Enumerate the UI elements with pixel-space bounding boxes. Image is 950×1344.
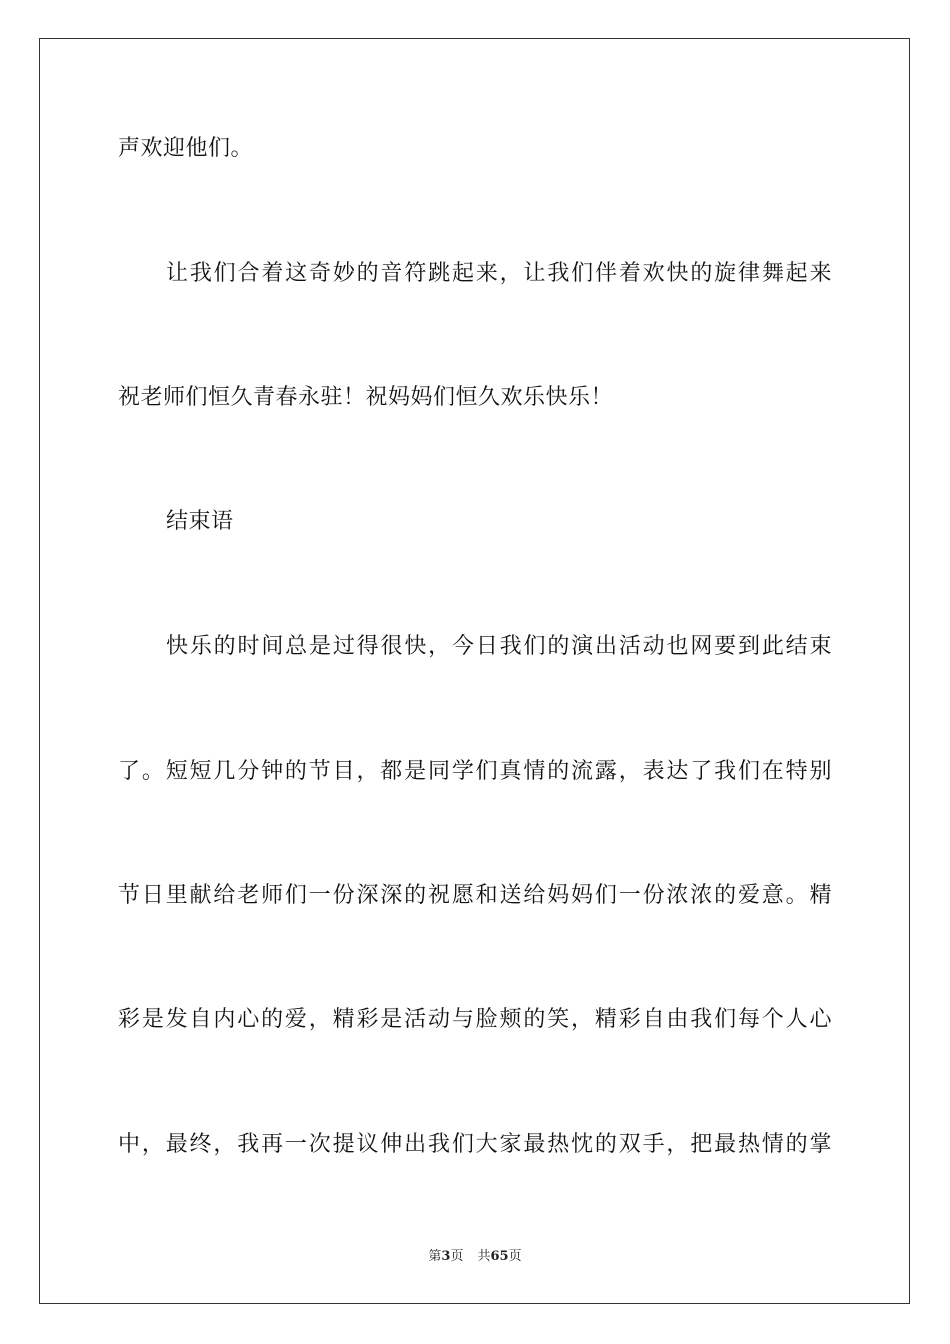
page-border xyxy=(39,38,910,1304)
body-line-7: 节日里献给老师们一份深深的祝愿和送给妈妈们一份浓浓的爱意。精 xyxy=(118,883,832,908)
section-heading: 结束语 xyxy=(166,509,234,534)
page-suffix: 页 xyxy=(450,1249,464,1264)
body-line-3: 祝老师们恒久青春永驻！祝妈妈们恒久欢乐快乐！ xyxy=(118,385,614,410)
body-line-9: 中，最终，我再一次提议伸出我们大家最热忱的双手，把最热情的掌 xyxy=(118,1132,832,1157)
body-line-6: 了。短短几分钟的节目，都是同学们真情的流露，表达了我们在特别 xyxy=(118,759,832,784)
page-prefix: 第 xyxy=(428,1249,442,1264)
total-suffix: 页 xyxy=(508,1249,522,1264)
total-prefix: 共 xyxy=(477,1249,491,1264)
total-pages: 65 xyxy=(490,1249,509,1264)
page-number: 3 xyxy=(441,1249,451,1264)
page-footer xyxy=(0,1248,950,1266)
body-line-8: 彩是发自内心的爱，精彩是活动与脸颊的笑，精彩自由我们每个人心 xyxy=(118,1007,832,1032)
body-line-1: 声欢迎他们。 xyxy=(118,136,254,161)
body-line-2: 让我们合着这奇妙的音符跳起来，让我们伴着欢快的旋律舞起来 xyxy=(166,261,832,286)
body-line-5: 快乐的时间总是过得很快，今日我们的演出活动也网要到此结束 xyxy=(166,634,832,659)
